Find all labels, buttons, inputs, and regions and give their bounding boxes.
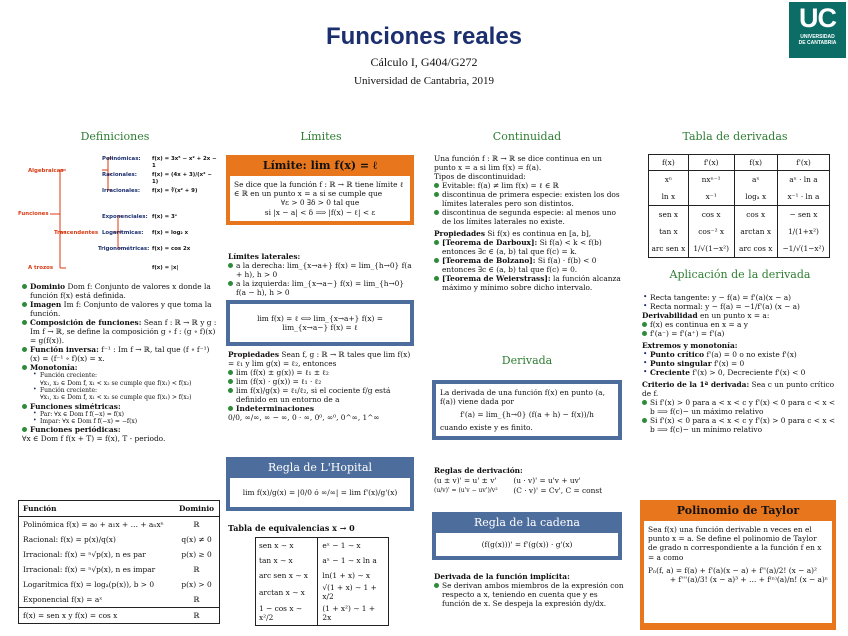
logo-text: UC [799,3,836,33]
tree-root: Funciones [18,211,49,217]
list-item: f(x) es continua en x = a y [642,320,838,329]
list-item: Si f'(x) < 0 para a < x < c y f'(x) > 0 para c < x < b ⟹ f(c)− un mínimo relativo [642,416,838,434]
list-item: lim f(x)/g(x) = ℓ₁/ℓ₂, si el cociente f/g está definido en un entorno de a [228,386,416,404]
tree-example-racional: f(x) = (4x + 3)/(x² − 1) [152,172,212,185]
list-item: [Teorema de Bolzano]: Si f(a) · f(b) < 0 entonces ∃c ∈ (a, b) tal que f(c) = 0. [434,256,624,274]
limites-title: Límites [300,130,342,143]
list-item: a la derecha: lim_{x→a+} f(x) = lim_{h→0} f(a + h), h > 0 [228,261,416,279]
tree-example-exponencial: f(x) = 3ˣ [152,214,177,220]
tree-example-trigonometrica: f(x) = cos 2x [152,246,191,252]
list-item: • Recta tangente: y − f(a) = f'(a)(x − a) [642,293,838,302]
tree-example-polinomica: f(x) = 3x⁵ − x² + 2x − 1 [152,156,217,169]
derivatives-table [648,154,830,258]
table-header: f'(x) [688,155,734,171]
logo-line-1: UNIVERSIDAD [800,34,835,40]
table-header: f'(x) [777,155,829,171]
aplicacion-content: • Recta tangente: y − f(a) = f'(a)(x − a) • Recta normal: y − f(a) = −1/f'(a) (x − a) Derivabilidad en un punto x = a: f(x) es continua en x = a y f'(a⁻) = f'(a⁺) = f'(a) Extremos y monotonía: • Punto crítico f'(a) = 0 o no existe f'(x) • Punto singular f'(x) = 0 • Creciente f'(x) > 0, Decreciente f'(x) < 0 Criterio de la 1ª derivada: Sea c un punto crítico de f. Si f'(x) > 0 para a < x < c y f'(x) < 0 para c < x < b ⟹ f(c)− un máximo relativo Si f'(x) < 0 para a < x < c y f'(x) > 0 para c < x < b ⟹ f(c)− un mínimo relativo [642,293,838,434]
limite-equivalence-text: lim f(x) = ℓ ⟺ lim_{x→a+} f(x) = lim_{x→a−} f(x) = ℓ [230,304,410,342]
list-item: Si f'(x) > 0 para a < x < c y f'(x) < 0 para c < x < b ⟹ f(c)− un máximo relativo [642,398,838,416]
list-item: discontinua de segunda especie: al menos uno de los límites laterales no existe. [434,208,624,226]
list-item: Imagen Im f: Conjunto de valores y que toma la función. [22,300,218,318]
list-item: Dominio Dom f: Conjunto de valores x donde la función f(x) está definida. [22,282,218,300]
university-logo [789,2,846,58]
list-item: [Teorema de Darboux]: Si f(a) < k < f(b) entonces ∃c ∈ (a, b) tal que f(c) = k. [434,238,624,256]
limite-definition-box [226,155,414,225]
table-row: Logarítmica f(x) = logₐ(p(x)), b > 0 p(x) > 0 [23,580,212,590]
tabla-derivadas-title: Tabla de derivadas [682,130,788,143]
tree-polinomicas: Polinómicas: [102,156,141,162]
cadena-formula: (f(g(x)))' = f'(g(x)) · g'(x) [436,533,618,556]
list-item: Indeterminaciones [228,404,416,413]
table-header: Dominio [179,504,215,513]
equivalencias-table [255,537,389,626]
list-item: [Teorema de Weierstrass]: la función alcanza máximo y mínimo sobre dicho intervalo. [434,274,624,292]
cadena-title: Regla de la cadena [432,512,622,533]
table-row: tan x cos⁻² x arctan x 1/(1+x²) [649,223,829,240]
table-row: Exponencial f(x) = aˣ ℝ [23,595,200,605]
taylor-box [640,500,836,630]
list-item: Funciones simétricas: [22,402,218,411]
monotonia-details: • Función creciente: ∀x₁, x₂ ∈ Dom f, x₁ < x₂ se cumple que f(x₁) < f(x₂) • Función creciente: ∀x₁, x₂ ∈ Dom f, x₁ < x₂ se cumple que f(x₁) > f(x₂) [22,372,218,401]
university-subtitle: Universidad de Cantabria, 2019 [354,75,494,87]
list-item: Composición de funciones: Sean f : ℝ → ℝ y g : Im f → ℝ, se define la composición g ∘ f : (g ∘ f)(x) = g(f(x)). [22,318,218,345]
tree-irracionales: Irracionales: [102,188,141,194]
tree-a-trozos: A trozos [28,265,54,271]
lhopital-title: Regla de L'Hopital [226,457,414,478]
table-row: Racional: f(x) = p(x)/q(x) q(x) ≠ 0 [23,535,212,545]
list-item: Funciones periódicas: [22,425,218,434]
simetricas-details: • Par: ∀x ∈ Dom f f(−x) = f(x) • Impar: ∀x ∈ Dom f f(−x) = −f(x) [22,411,218,426]
table-row: sen x cos x cos x − sen x [649,206,829,224]
tree-example-logaritmica: f(x) = log₂ x [152,230,189,236]
list-item: lim (f(x) · g(x)) = ℓ₁ · ℓ₂ [228,377,416,386]
table-row: arc sen x 1/√(1−x²) arc cos x −1/√(1−x²) [649,240,829,257]
derivada-definition-box: La derivada de una función f(x) en punto (a, f(a)) viene dada por f'(a) = lim_{h→0} (f(a + h) − f(x))/h cuando existe y es finito. [432,380,622,440]
table-row: Polinómica f(x) = a₀ + a₁x + … + aₙxⁿ ℝ [23,520,200,530]
periodicas-text: ∀x ∈ Dom f f(x + T) = f(x), T - periodo. [22,434,166,444]
definiciones-list [22,282,218,443]
function-tree [18,150,218,270]
reglas-derivacion: Reglas de derivación: (u ± v)' = u' ± v' (u · v)' = u'v + uv' (u/v)' = (u'v − uv')/v² (C · v)' = Cv', C = const [434,466,624,495]
table-row: 1 − cos x ∼ x²/2 (1 + x²) ∼ 1 + 2x [256,601,388,625]
tree-logaritmicas: Logarítmicas: [102,230,144,236]
lhopital-box [226,457,414,511]
list-item: lim (f(x) ± g(x)) = ℓ₁ ± ℓ₂ [228,368,416,377]
tree-exponenciales: Exponenciales: [102,214,148,220]
table-row: Irracional: f(x) = ⁿ√p(x), n es par p(x) ≥ 0 [23,550,212,560]
table-header: Función [23,504,57,513]
table-row: Irracional: f(x) = ⁿ√p(x), n es impar ℝ [23,565,200,575]
limites-laterales: Límites laterales: a la derecha: lim_{x→a+} f(x) = lim_{h→0} f(a + h), h > 0 a la izquierda: lim_{x→a−} f(x) = lim_{h→0} f(a − h), h > 0 [228,252,416,297]
equivalencias-title: Tabla de equivalencias x → 0 [228,523,355,533]
definiciones-title: Definiciones [80,130,150,143]
table-row: f(x) = sen x y f(x) = cos x ℝ [19,608,219,624]
tree-example-irracional: f(x) = ∛(x² + 9) [152,188,198,194]
table-row: (u/v)' = (u'v − uv')/v² (C · v)' = Cv', C = const [434,486,603,496]
tree-example-a-trozos: f(x) = |x| [152,265,179,271]
taylor-body: Sea f(x) una función derivable n veces en el punto x = a. Se define el polinomio de Taylor de grado n correspondiente a la función f en x = a como Pₙ(f, a) = f(a) + f'(a)(x − a) + f''(a)/2! (x − a)² + f'''(a)/3! (x − a)³ + … + f⁽ⁿ⁾(a)/n! (x − a)ⁿ [644,521,832,623]
table-row: (u ± v)' = u' ± v' (u · v)' = u'v + uv' [434,476,581,486]
list-item: discontinua de primera especie: existen los dos límites laterales pero son distintos. [434,190,624,208]
tree-trascendentes: Trascendentes [54,230,99,236]
list-item: Función inversa: f⁻¹ : Im f → ℝ, tal que (f ∘ f⁻¹)(x) = (f⁻¹ ∘ f)(x) = x. [22,345,218,363]
list-item: • Recta normal: y − f(a) = −1/f'(a) (x − a) [642,302,838,311]
list-item: Evitable: f(a) ≠ lim f(x) = ℓ ∈ ℝ [434,181,624,190]
table-row: arctan x ∼ x √(1 + x) ∼ 1 + x/2 [256,583,388,601]
page-title: Funciones reales [325,23,523,50]
table-row: arc sen x ∼ x ln(1 + x) ∼ x [256,568,388,583]
tree-trigonometricas: Trigonométricas: [98,246,150,252]
implicita-section: Derivada de la función implícita: Se derivan ambos miembros de la expresión con respecto a x, teniendo en cuenta que y es función de x. Se despeja la expresión dy/dx. [434,572,624,609]
limites-propiedades: Propiedades Sean f, g : ℝ → ℝ tales que lim f(x) = ℓ₁ y lim g(x) = ℓ₂, entonces lim (f(x) ± g(x)) = ℓ₁ ± ℓ₂ lim (f(x) · g(x)) = ℓ₁ · ℓ₂ lim f(x)/g(x) = ℓ₁/ℓ₂, si el cociente f/g está definido en un entorno de a Indeterminaciones 0/0, ∞/∞, ∞ − ∞, 0 · ∞, 0⁰, ∞⁰, 0^∞, 1^∞ [228,350,416,422]
list-item: Monotonía: [22,363,218,372]
continuidad-title: Continuidad [492,130,562,143]
domain-table [18,500,220,624]
tree-algebraicas: Algebraicas [28,168,64,174]
table-row: ln x x⁻¹ logₐ x x⁻¹ · ln a [649,188,829,206]
logo-line-2: DE CANTABRIA [798,40,837,46]
derivada-title: Derivada [501,354,553,367]
course-subtitle: Cálculo I, G404/G272 [370,55,478,69]
taylor-title: Polinomio de Taylor [676,504,800,517]
table-row: xⁿ nxⁿ⁻¹ aˣ aˣ · ln a [649,171,829,189]
list-item: • Creciente f'(x) > 0, Decreciente f'(x) < 0 [642,368,838,377]
limite-box-body: Se dice que la función f : ℝ → ℝ tiene límite ℓ ∈ ℝ en un punto x = a si se cumple que ∀ε > 0 ∃δ > 0 tal que si |x − a| < δ ⟹ |f(x) − ℓ| < ε [230,176,410,220]
table-header: f(x) [662,158,675,167]
aplicacion-title: Aplicación de la derivada [669,268,811,281]
limite-box-title: Límite: lim f(x) = ℓ [262,159,378,172]
limite-equivalence-box [226,300,414,346]
lhopital-formula: lim f(x)/g(x) = |0/0 ó ∞/∞| = lim f'(x)/g'(x) [230,478,410,507]
table-row: sen x ∼ x eˣ − 1 ∼ x [256,538,388,553]
list-item: • Punto singular f'(x) = 0 [642,359,838,368]
cadena-box [432,512,622,560]
tree-racionales: Racionales: [102,172,137,178]
list-item: f'(a⁻) = f'(a⁺) = f'(a) [642,329,838,338]
list-item: a la izquierda: lim_{x→a−} f(x) = lim_{h→0} f(a − h), h > 0 [228,279,416,297]
list-item: • Punto crítico f'(a) = 0 o no existe f'(x) [642,350,838,359]
list-item: Se derivan ambos miembros de la expresión con respecto a x, teniendo en cuenta que y es función de x. Se despeja la expresión dy/dx. [434,581,624,608]
continuidad-content: Una función f : ℝ → ℝ se dice continua en un punto x = a si lim f(x) = f(a). Tipos de discontinuidad: Evitable: f(a) ≠ lim f(x) = ℓ ∈ ℝ discontinua de primera especie: existen los dos límites laterales pero son distintos. discontinua de segunda especie: al menos uno de los límites laterales no existe. Propiedades Si f(x) es continua en [a, b], [Teorema de Darboux]: Si f(a) < k < f(b) entonces ∃c ∈ (a, b) tal que f(c) = k. [Teorema de Bolzano]: Si f(a) · f(b) < 0 entonces ∃c ∈ (a, b) tal que f(c) = 0. [Teorema de Weierstrass]: la función alcanza máximo y mínimo sobre dicho intervalo. [434,154,624,292]
table-header: f(x) [734,155,777,171]
table-row: tan x ∼ x aˣ − 1 ∼ x ln a [256,553,388,568]
